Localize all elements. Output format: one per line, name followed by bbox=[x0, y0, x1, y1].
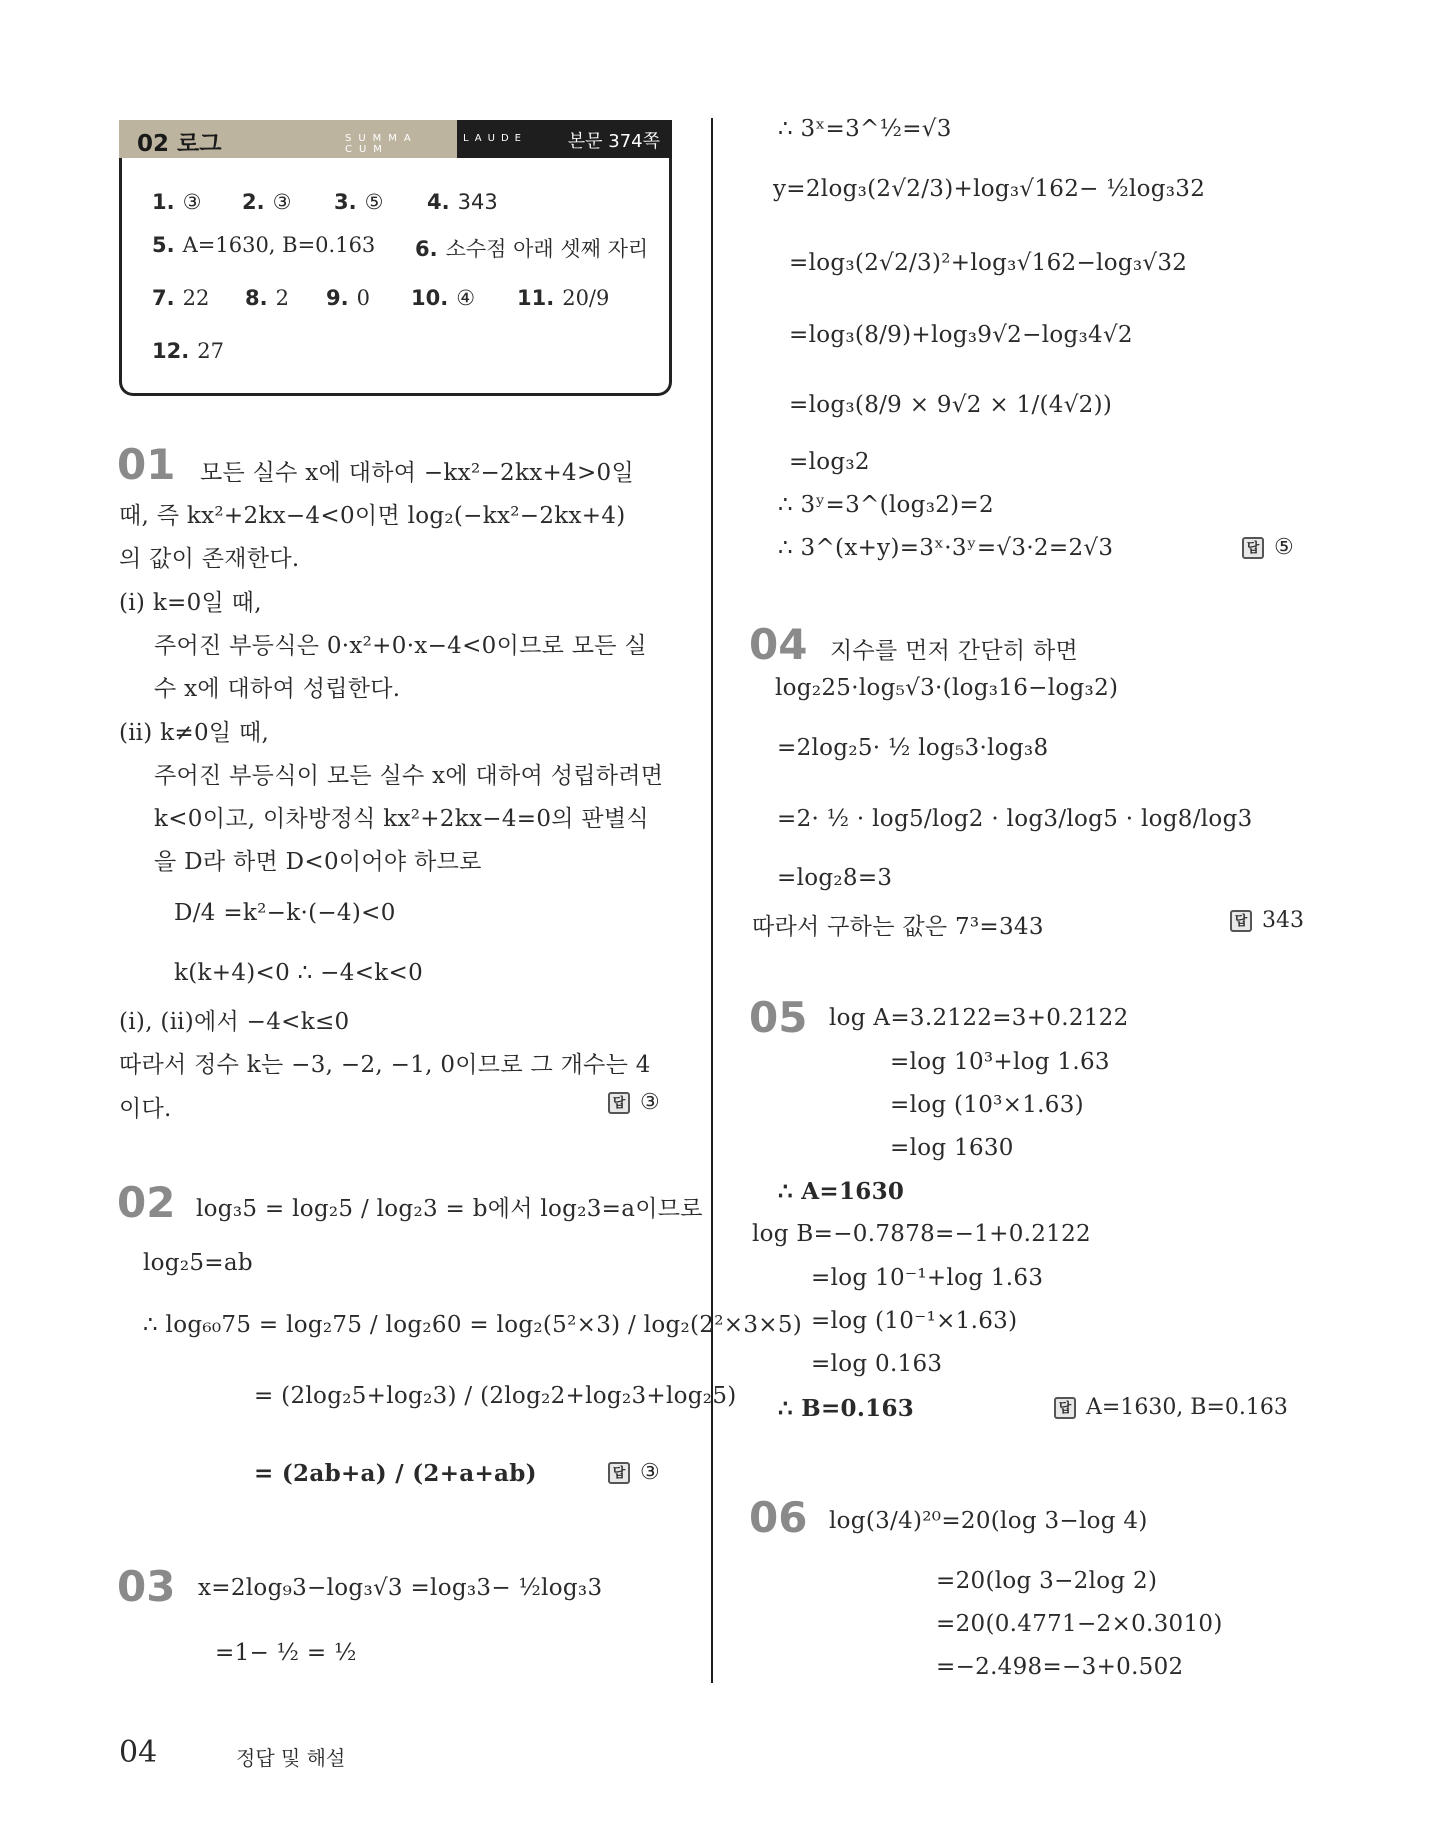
problem-number-05: 05 bbox=[749, 993, 808, 1042]
p01-line: 수 x에 대하여 성립한다. bbox=[154, 676, 401, 702]
p05-line: =log 10⁻¹+log 1.63 bbox=[811, 1265, 1044, 1291]
header-right bbox=[457, 120, 672, 158]
p03-line: =log₃2 bbox=[789, 449, 870, 475]
p05-line: =log 10³+log 1.63 bbox=[890, 1049, 1110, 1075]
answer-item: 9. 0 bbox=[326, 286, 370, 310]
p02-line: = (2ab+a) / (2+a+ab) bbox=[254, 1460, 537, 1487]
p04-line: =2· ½ · log5/log2 · log3/log5 · log8/log3 bbox=[777, 806, 1253, 832]
problem-number-04: 04 bbox=[749, 620, 808, 669]
p02-line: = (2log₂5+log₂3) / (2log₂2+log₂3+log₂5) bbox=[254, 1383, 737, 1409]
p05-line: log A=3.2122=3+0.2122 bbox=[829, 1005, 1129, 1031]
p03-line: x=2log₉3−log₃√3 =log₃3− ½log₃3 bbox=[198, 1575, 603, 1601]
p01-line: (ⅱ) k≠0일 때, bbox=[119, 720, 270, 746]
answer-badge-icon: 답 bbox=[1242, 537, 1264, 559]
problem-number-01: 01 bbox=[117, 440, 176, 489]
answer-badge-icon: 답 bbox=[1230, 910, 1252, 932]
brand-text-a: SUMMA CUM bbox=[345, 133, 418, 155]
answer-badge-icon: 답 bbox=[1054, 1397, 1076, 1419]
p01-line: 의 값이 존재한다. bbox=[119, 546, 300, 572]
problem-number-03: 03 bbox=[117, 1562, 176, 1611]
answer-item: 2. ③ bbox=[242, 190, 292, 214]
answer-item: 7. 22 bbox=[152, 286, 210, 310]
p03-line: =log₃(8/9 × 9√2 × 1/(4√2)) bbox=[789, 392, 1113, 418]
answer-mark: 답 A=1630, B=0.163 bbox=[1054, 1395, 1288, 1420]
column-divider bbox=[711, 118, 713, 1683]
p01-line: 모든 실수 x에 대하여 −kx²−2kx+4>0일 bbox=[200, 460, 634, 486]
answer-mark: 답 343 bbox=[1230, 908, 1304, 933]
p05-line: ∴ B=0.163 bbox=[778, 1395, 915, 1422]
p01-line: k(k+4)<0 ∴ −4<k<0 bbox=[174, 960, 424, 986]
p01-line: 따라서 정수 k는 −3, −2, −1, 0이므로 그 개수는 4 bbox=[119, 1052, 651, 1078]
problem-number-02: 02 bbox=[117, 1178, 176, 1227]
footer-section-title: 정답 및 해설 bbox=[236, 1746, 346, 1770]
p01-line: 때, 즉 kx²+2kx−4<0이면 log₂(−kx²−2kx+4) bbox=[119, 503, 626, 529]
p02-line: log₃5 = log₂5 / log₂3 = b에서 log₂3=a이므로 bbox=[196, 1196, 703, 1222]
p04-line: =log₂8=3 bbox=[777, 865, 893, 891]
answer-item: 3. ⑤ bbox=[334, 190, 384, 214]
p03-line: =log₃(8/9)+log₃9√2−log₃4√2 bbox=[789, 322, 1133, 348]
answer-mark: 답 ③ bbox=[608, 1460, 660, 1485]
p04-line: =2log₂5· ½ log₅3·log₃8 bbox=[777, 735, 1049, 761]
p01-line: 주어진 부등식이 모든 실수 x에 대하여 성립하려면 bbox=[154, 763, 664, 789]
p06-line: =20(log 3−2log 2) bbox=[936, 1568, 1158, 1594]
p03-line: =1− ½ = ½ bbox=[215, 1640, 357, 1666]
p01-line: (ⅰ) k=0일 때, bbox=[119, 590, 262, 616]
p04-line: log₂25·log₅√3·(log₃16−log₃2) bbox=[775, 675, 1119, 701]
p05-line: =log (10³×1.63) bbox=[890, 1092, 1084, 1118]
answer-item: 10. ④ bbox=[411, 286, 476, 310]
answer-item: 4. 343 bbox=[427, 190, 498, 214]
p06-line: =−2.498=−3+0.502 bbox=[936, 1654, 1184, 1680]
p06-line: log(3/4)²⁰=20(log 3−log 4) bbox=[829, 1508, 1148, 1534]
p01-line: 이다. bbox=[119, 1096, 172, 1122]
p01-line: k<0이고, 이차방정식 kx²+2kx−4=0의 판별식 bbox=[154, 806, 649, 832]
p01-line: 주어진 부등식은 0·x²+0·x−4<0이므로 모든 실 bbox=[154, 633, 647, 659]
answer-item: 8. 2 bbox=[245, 286, 289, 310]
p02-line: ∴ log₆₀75 = log₂75 / log₂60 = log₂(5²×3) / log₂(2²×3×5) bbox=[143, 1312, 803, 1338]
answer-box-header bbox=[119, 120, 672, 158]
answer-badge-icon: 답 bbox=[608, 1462, 630, 1484]
answer-item: 12. 27 bbox=[152, 339, 224, 363]
answer-item: 6. 소수점 아래 셋째 자리 bbox=[415, 237, 649, 261]
brand-text-b: LAUDE bbox=[463, 133, 527, 144]
p03-line: ∴ 3ˣ=3^½=√3 bbox=[778, 116, 952, 142]
p03-line: ∴ 3^(x+y)=3ˣ·3ʸ=√3·2=2√3 bbox=[778, 535, 1114, 561]
page-reference: 본문 374쪽 bbox=[567, 131, 660, 152]
answer-mark: 답 ⑤ bbox=[1242, 535, 1294, 560]
p05-line: ∴ A=1630 bbox=[778, 1178, 905, 1205]
p03-line: ∴ 3ʸ=3^(log₃2)=2 bbox=[778, 492, 994, 518]
answer-mark: 답 ③ bbox=[608, 1090, 660, 1115]
p04-line: 따라서 구하는 값은 7³=343 bbox=[752, 914, 1044, 940]
p05-line: =log 0.163 bbox=[811, 1351, 943, 1377]
p05-line: =log (10⁻¹×1.63) bbox=[811, 1308, 1018, 1334]
header-left bbox=[119, 120, 457, 158]
answer-item: 5. A=1630, B=0.163 bbox=[152, 233, 376, 257]
chapter-title: 02 로그 bbox=[137, 131, 222, 157]
p05-line: =log 1630 bbox=[890, 1135, 1014, 1161]
p01-line: 을 D라 하면 D<0이어야 하므로 bbox=[154, 849, 482, 875]
answer-item: 11. 20/9 bbox=[517, 286, 610, 310]
p03-line: =log₃(2√2/3)²+log₃√162−log₃√32 bbox=[789, 250, 1188, 276]
p04-line: 지수를 먼저 간단히 하면 bbox=[830, 638, 1079, 664]
answer-item: 1. ③ bbox=[152, 190, 202, 214]
p01-line: (ⅰ), (ⅱ)에서 −4<k≤0 bbox=[119, 1009, 350, 1035]
p06-line: =20(0.4771−2×0.3010) bbox=[936, 1611, 1223, 1637]
answer-badge-icon: 답 bbox=[608, 1092, 630, 1114]
p05-line: log B=−0.7878=−1+0.2122 bbox=[752, 1221, 1091, 1247]
page-number: 04 bbox=[119, 1735, 158, 1770]
p01-line: D/4 =k²−k·(−4)<0 bbox=[174, 900, 396, 926]
p03-line: y=2log₃(2√2/3)+log₃√162− ½log₃32 bbox=[773, 176, 1206, 202]
problem-number-06: 06 bbox=[749, 1493, 808, 1542]
p02-line: log₂5=ab bbox=[143, 1250, 253, 1276]
